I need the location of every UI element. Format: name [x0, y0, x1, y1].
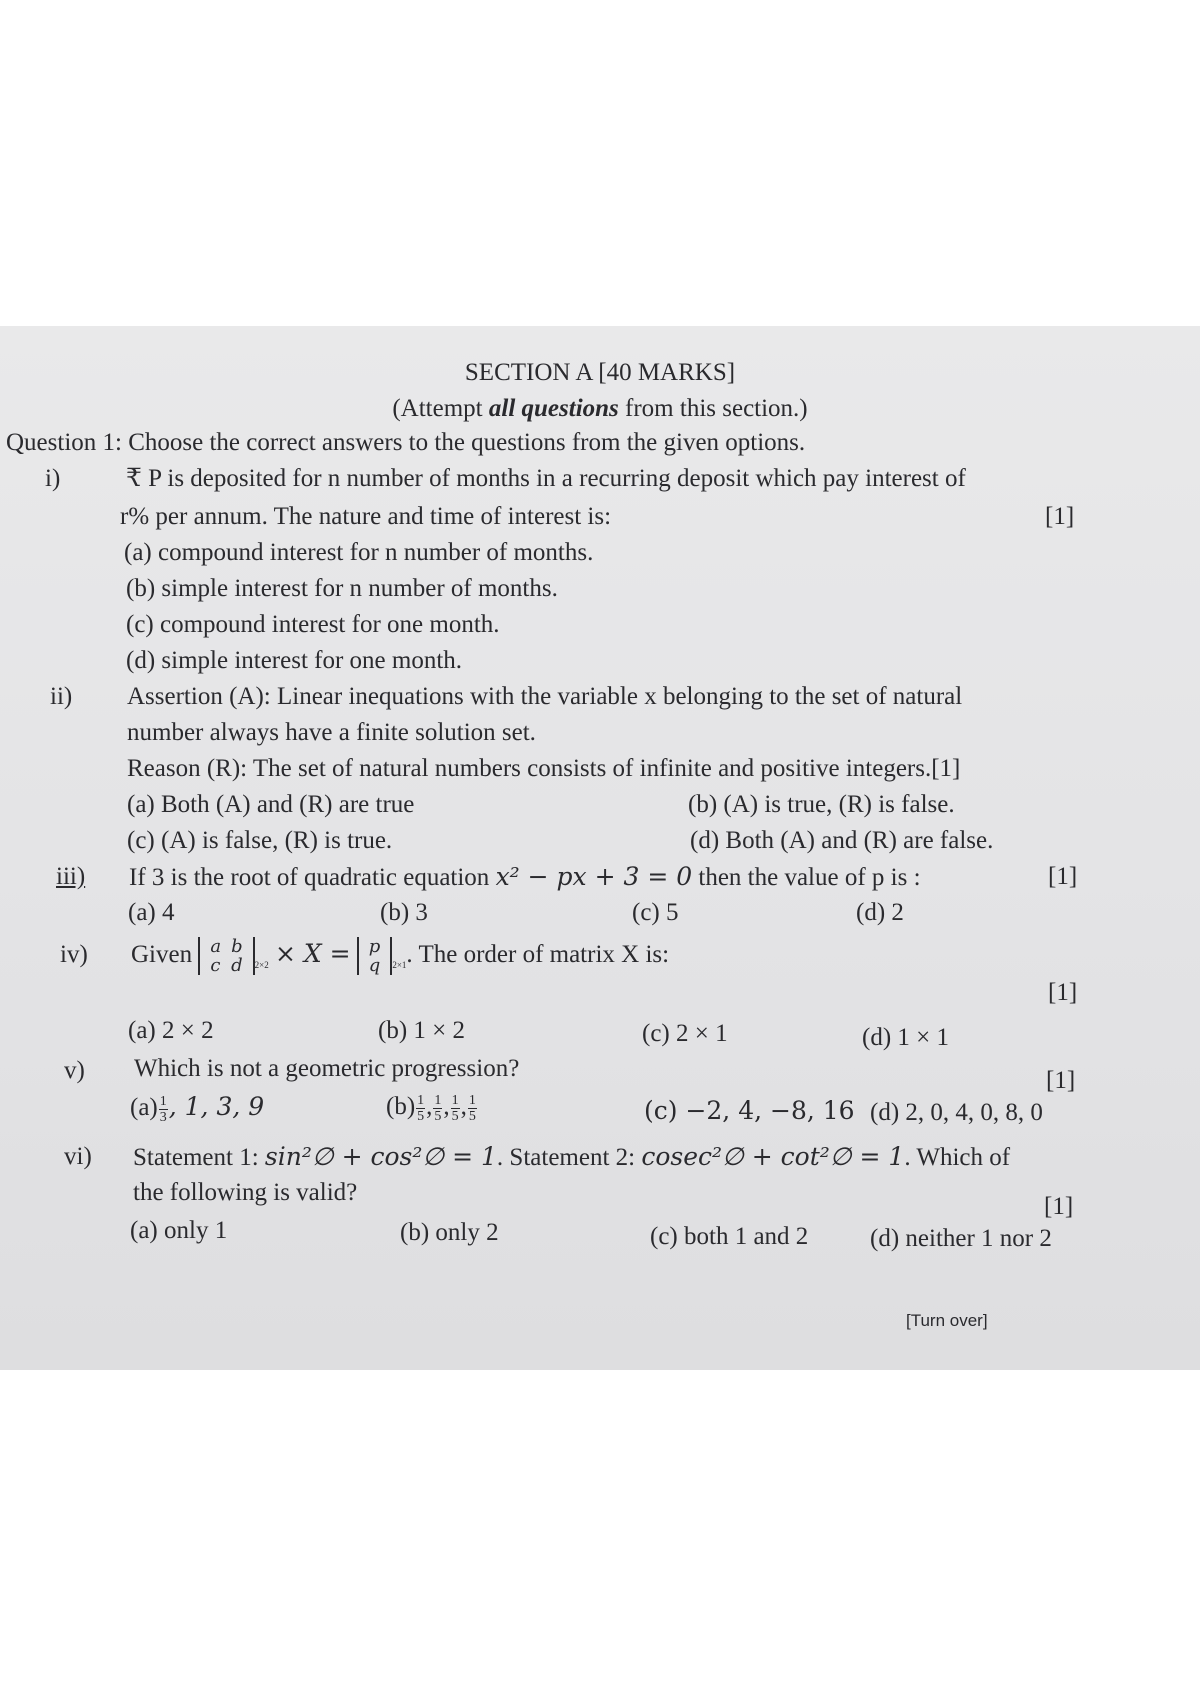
- q2-option-b: (b) (A) is true, (R) is false.: [688, 791, 955, 818]
- q2-option-c: (c) (A) is false, (R) is true.: [127, 827, 393, 854]
- q5-text: Which is not a geometric progression?: [134, 1055, 520, 1082]
- q3-option-b: (b) 3: [380, 899, 428, 926]
- matrix-order-2x1: 2×1: [392, 960, 407, 970]
- q6-number: vi): [64, 1143, 92, 1170]
- q5-b-num-2: 1: [434, 1092, 442, 1108]
- q6-line1: [133, 1142, 1010, 1173]
- q5-b-label: (b): [386, 1093, 416, 1120]
- q5-b-num-3: 1: [451, 1092, 459, 1108]
- instruction-emphasis: all questions: [488, 395, 619, 422]
- q5-number: v): [64, 1057, 85, 1084]
- q3-option-c: (c) 5: [632, 899, 679, 926]
- matrix-a: a: [210, 936, 222, 958]
- q1-line1: ₹ P is deposited for n number of months in a recurring deposit which pay interest of: [126, 465, 966, 492]
- q1-number: i): [45, 465, 61, 492]
- q1-option-b: (b) simple interest for n number of months.: [126, 575, 558, 602]
- q5-a-den: 3: [159, 1109, 167, 1125]
- q6-statement2-label: . Statement 2:: [496, 1144, 636, 1171]
- q5-marks: [1]: [1046, 1067, 1076, 1094]
- q5-b-num-4: 1: [468, 1092, 476, 1108]
- q3-text-pre: If 3 is the root of quadratic equation: [129, 864, 490, 891]
- q5-a-fraction: [159, 1094, 168, 1125]
- q4-times-x: × X =: [274, 939, 351, 968]
- q6-option-c: (c) both 1 and 2: [650, 1223, 809, 1250]
- question-header: Question 1: Choose the correct answers to the questions from the given options.: [6, 429, 806, 456]
- q5-b-num-1: 1: [417, 1092, 425, 1108]
- q6-line1-post: . Which of: [904, 1144, 1011, 1171]
- q5-b-den-1: 5: [417, 1108, 425, 1124]
- q5-b-den-4: 5: [468, 1108, 476, 1124]
- section-instruction: [0, 394, 1200, 424]
- q6-statement2-eq: cosec²∅ + cot²∅ = 1: [641, 1142, 905, 1171]
- matrix-c: c: [210, 955, 221, 977]
- q4-text-post: . The order of matrix X is:: [406, 941, 670, 968]
- q3-option-a: (a) 4: [128, 899, 175, 926]
- q1-option-d: (d) simple interest for one month.: [126, 647, 463, 674]
- instruction-pre: (Attempt: [392, 395, 489, 422]
- q1-line2: r% per annum. The nature and time of interest is:: [120, 503, 612, 530]
- q5-a-label: (a): [130, 1094, 158, 1121]
- q6-statement1-eq: sin²∅ + cos²∅ = 1: [264, 1142, 497, 1171]
- q5-b-frac-1: [416, 1093, 425, 1124]
- matrix-d: d: [231, 955, 243, 977]
- section-title: SECTION A [40 MARKS]: [464, 359, 736, 386]
- instruction-post: from this section.): [618, 395, 808, 422]
- q3-text: [129, 862, 921, 893]
- q4-matrix-pq: [357, 937, 393, 975]
- q5-b-frac-4: [468, 1093, 477, 1124]
- q4-option-a: (a) 2 × 2: [128, 1017, 214, 1044]
- q5-option-c: (c) −2, 4, −8, 16: [644, 1096, 855, 1125]
- q6-option-b: (b) only 2: [400, 1219, 499, 1246]
- q5-b-den-3: 5: [451, 1108, 459, 1124]
- q5-option-a: [130, 1092, 264, 1125]
- q4-marks: [1]: [1048, 979, 1078, 1006]
- matrix-q: q: [368, 955, 381, 977]
- q6-option-a: (a) only 1: [130, 1217, 228, 1244]
- q6-statement1-label: Statement 1:: [133, 1144, 259, 1171]
- q5-b-frac-2: [433, 1093, 442, 1124]
- q2-line1: Assertion (A): Linear inequations with the variable x belonging to the set of natural: [127, 683, 963, 710]
- q5-option-d: (d) 2, 0, 4, 0, 8, 0: [870, 1099, 1043, 1126]
- q1-option-c: (c) compound interest for one month.: [126, 611, 500, 638]
- q5-option-b: (b) $\frac{1}{5}$ , $\frac{1}{5}$ , $\frac{1}{5}$ , $\frac{1}{5}$: [386, 1092, 476, 1124]
- q5-a-rest: , 1, 3, 9: [168, 1092, 265, 1121]
- q1-marks: [1]: [1045, 503, 1075, 530]
- exam-page-photo: [0, 326, 1200, 1370]
- q2-line2: number always have a finite solution set.: [127, 719, 536, 746]
- q4-given: Given: [131, 941, 193, 968]
- q4-text: [131, 930, 669, 989]
- q3-marks: [1]: [1048, 863, 1078, 890]
- q5-b-den-2: 5: [434, 1108, 442, 1124]
- q4-option-c: (c) 2 × 1: [642, 1020, 728, 1047]
- matrix-b: b: [231, 936, 243, 958]
- matrix-order-2x2: 2×2: [254, 960, 269, 970]
- matrix-p: p: [368, 936, 381, 958]
- q1-option-a: (a) compound interest for n number of months.: [124, 539, 594, 566]
- q2-option-a: (a) Both (A) and (R) are true: [127, 791, 415, 818]
- q4-number: iv): [60, 941, 88, 968]
- q3-equation: x² − px + 3 = 0: [495, 862, 693, 891]
- q2-number: ii): [50, 683, 73, 710]
- q3-text-post: then the value of p is :: [698, 864, 921, 891]
- q5-b-frac-3: [451, 1093, 460, 1124]
- q2-line3: Reason (R): The set of natural numbers consists of infinite and positive integers.[1]: [127, 755, 961, 782]
- q6-option-d: (d) neither 1 nor 2: [870, 1225, 1052, 1252]
- turn-over-note: [Turn over]: [906, 1311, 988, 1330]
- q4-option-b: (b) 1 × 2: [378, 1017, 465, 1044]
- q4-option-d: (d) 1 × 1: [862, 1024, 949, 1051]
- q6-marks: [1]: [1044, 1193, 1074, 1220]
- q4-matrix-abcd: [198, 937, 254, 975]
- q3-option-d: (d) 2: [856, 899, 904, 926]
- q5-a-num: 1: [159, 1093, 167, 1109]
- q3-number: iii): [56, 863, 86, 890]
- q2-option-d: (d) Both (A) and (R) are false.: [690, 827, 994, 854]
- q6-line2: the following is valid?: [133, 1179, 358, 1206]
